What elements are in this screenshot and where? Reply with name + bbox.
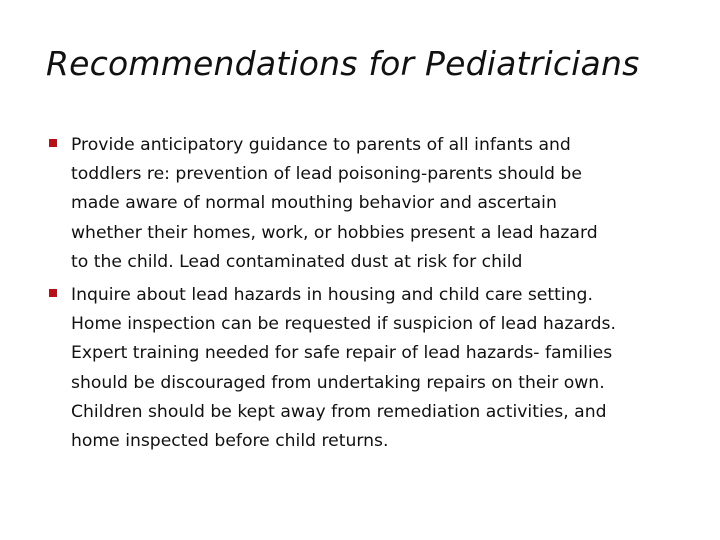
bullet-line: to the child. Lead contaminated dust at risk for child — [71, 251, 523, 272]
bullet-line: toddlers re: prevention of lead poisoning-parents should be — [71, 164, 582, 185]
bullet-item — [48, 131, 688, 277]
bullet-line: Provide anticipatory guidance to parents of all infants and — [71, 135, 571, 155]
slide-title: Recommendations for Pediatricians — [46, 44, 640, 83]
bullet-line: made aware of normal mouthing behavior and ascertain — [71, 193, 557, 214]
bullet-line: should be discouraged from undertaking repairs on their own. — [71, 372, 605, 393]
bullet-line: Home inspection can be requested if suspicion of lead hazards. — [71, 314, 616, 335]
bullet-line: Children should be kept away from remediation activities, and — [71, 401, 607, 422]
bullet-list — [48, 131, 688, 460]
square-bullet-icon — [49, 139, 57, 147]
bullet-line: whether their homes, work, or hobbies present a lead hazard — [71, 222, 598, 243]
bullet-line: Expert training needed for safe repair of lead hazards- families — [71, 343, 613, 364]
bullet-text — [71, 281, 688, 456]
square-bullet-icon — [49, 289, 57, 297]
bullet-line: Inquire about lead hazards in housing and child care setting. — [71, 285, 593, 306]
bullet-item — [48, 281, 688, 456]
bullet-text — [71, 131, 688, 277]
bullet-line: home inspected before child returns. — [71, 431, 389, 452]
